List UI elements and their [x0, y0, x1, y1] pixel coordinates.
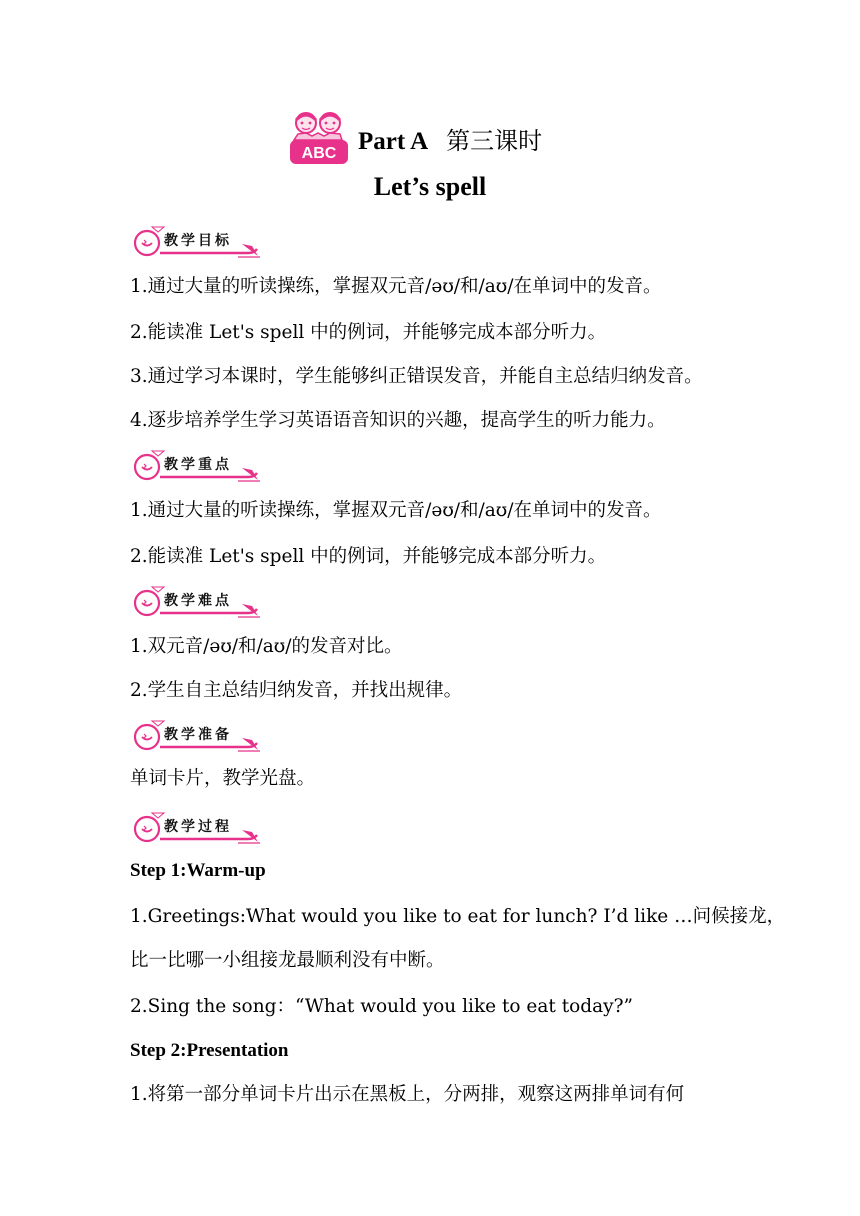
- difficulty-item: 1.双元音/əʊ/和/aʊ/的发音对比。: [130, 636, 403, 657]
- section-label: 教学过程: [164, 819, 232, 835]
- section-label: 教学难点: [164, 593, 232, 609]
- svg-text:ABC: ABC: [301, 145, 337, 162]
- section-label: 教学目标: [164, 233, 232, 249]
- section-badge-preparation: [130, 718, 262, 752]
- lesson-subtitle: Let’s spell: [373, 172, 487, 201]
- abc-kids-logo: [286, 110, 352, 166]
- key-point-item: 2.能读准 Let's spell 中的例词，并能够完成本部分听力。: [130, 546, 607, 567]
- step-heading: Step 2:Presentation: [130, 1040, 289, 1061]
- preparation-item: 单词卡片，教学光盘。: [130, 768, 316, 789]
- section-badge-objectives: [130, 224, 262, 258]
- title-part: Part A: [358, 127, 429, 155]
- objective-item: 2.能读准 Let's spell 中的例词，并能够完成本部分听力。: [130, 322, 607, 343]
- step-heading: Step 1:Warm-up: [130, 860, 266, 881]
- title-row: [286, 110, 542, 166]
- section-label: 教学重点: [164, 457, 232, 473]
- process-item: 1.Greetings:What would you like to eat for lunch? I’d like …问候接龙，: [130, 906, 786, 927]
- difficulty-item: 2.学生自主总结归纳发音，并找出规律。: [130, 680, 463, 701]
- objective-item: 3.通过学习本课时，学生能够纠正错误发音，并能自主总结归纳发音。: [130, 366, 703, 387]
- section-badge-difficulties: [130, 584, 262, 618]
- process-item: 比一比哪一小组接龙最顺利没有中断。: [130, 950, 445, 971]
- key-point-item: 1.通过大量的听读操练，掌握双元音/əʊ/和/aʊ/在单词中的发音。: [130, 500, 662, 521]
- section-label: 教学准备: [164, 727, 232, 743]
- section-badge-process: [130, 810, 262, 844]
- lesson-title: [358, 121, 542, 156]
- process-item: 2.Sing the song：“What would you like to eat today?”: [130, 996, 633, 1017]
- objective-item: 1.通过大量的听读操练，掌握双元音/əʊ/和/aʊ/在单词中的发音。: [130, 276, 662, 297]
- title-lesson-number: 第三课时: [446, 126, 543, 155]
- section-badge-key-points: [130, 448, 262, 482]
- objective-item: 4.逐步培养学生学习英语语音知识的兴趣，提高学生的听力能力。: [130, 410, 666, 431]
- process-item: 1.将第一部分单词卡片出示在黑板上，分两排，观察这两排单词有何: [130, 1084, 685, 1105]
